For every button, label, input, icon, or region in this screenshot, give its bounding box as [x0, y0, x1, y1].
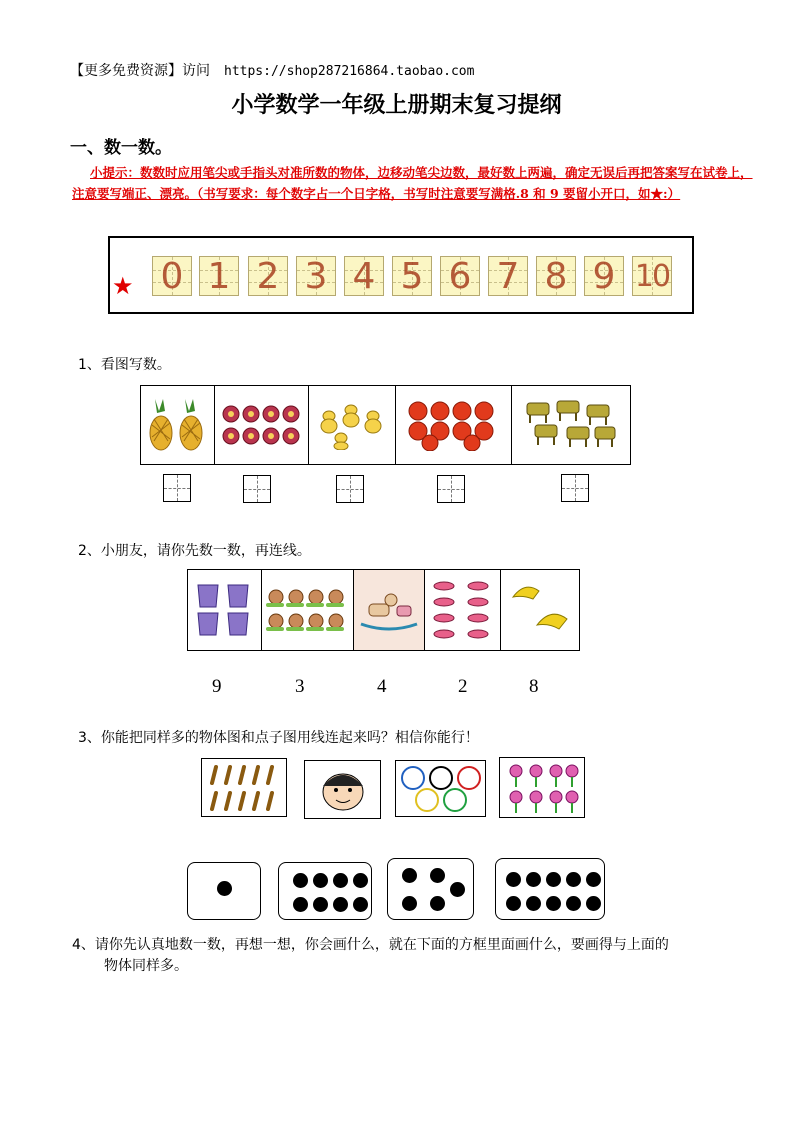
answer-box[interactable] — [336, 475, 364, 503]
digit-cell — [152, 256, 192, 296]
dot — [293, 873, 308, 888]
dot-card-1 — [187, 862, 261, 920]
digit-cell — [296, 256, 336, 296]
dot-card-8 — [278, 862, 372, 920]
snails-picture — [262, 570, 354, 650]
digit: 3 — [304, 256, 328, 297]
dot — [353, 897, 368, 912]
rocking-horse-picture — [354, 570, 426, 650]
tip-text: 数数时应用笔尖或手指头对准所数的物体，边移动笔尖边数，最好数上两遍，确定无误后再把答案写在试卷上，注意要写端正、漂亮。（书写要求：每个数字占一个日字格，书写时注意要写满格.8 和 9 要留小开口，如★:） — [72, 165, 753, 201]
dot — [546, 896, 561, 911]
dot — [546, 872, 561, 887]
answer-box[interactable] — [561, 474, 589, 502]
dot — [333, 897, 348, 912]
dot — [402, 896, 417, 911]
dot — [566, 872, 581, 887]
cows-picture — [512, 386, 630, 464]
dot — [430, 868, 445, 883]
q4-instructions — [72, 935, 772, 977]
count-number: 8 — [529, 676, 539, 697]
dot — [217, 881, 232, 896]
dot-card-5 — [387, 858, 474, 920]
q3-title: 3、你能把同样多的物体图和点子图用线连起来吗？相信你能行！ — [78, 730, 479, 746]
digit: 1 — [207, 256, 231, 297]
digit: 7 — [496, 256, 520, 297]
dot — [506, 896, 521, 911]
dot — [353, 873, 368, 888]
digit: 10 — [634, 259, 670, 294]
page-header — [70, 60, 474, 80]
header-url[interactable]: https://shop287216864.taobao.com — [224, 64, 475, 79]
digit-cell — [488, 256, 528, 296]
rings-picture — [395, 760, 486, 817]
dot — [313, 897, 328, 912]
dot — [313, 873, 328, 888]
answer-box[interactable] — [437, 475, 465, 503]
digit: 4 — [352, 256, 376, 297]
answer-box[interactable] — [243, 475, 271, 503]
digit-cell — [344, 256, 384, 296]
dot — [450, 882, 465, 897]
digit-cell — [248, 256, 288, 296]
digit: 0 — [160, 256, 184, 297]
boy-picture — [304, 760, 381, 819]
digit: 8 — [544, 256, 568, 297]
star-icon: ★ — [112, 272, 134, 300]
digit-cell — [392, 256, 432, 296]
wheat-picture — [201, 758, 287, 817]
dot — [430, 896, 445, 911]
digit: 9 — [592, 256, 616, 297]
tomatoes-picture — [396, 386, 512, 464]
count-number: 3 — [295, 676, 305, 697]
q2-picture-strip — [187, 569, 580, 651]
answer-box[interactable] — [163, 474, 191, 502]
ducks-picture — [309, 386, 397, 464]
q1-title: 1、看图写数。 — [78, 357, 171, 373]
digit-cell — [632, 256, 672, 296]
q4-line2: 物体同样多。 — [104, 958, 188, 974]
dot — [506, 872, 521, 887]
dot — [566, 896, 581, 911]
digit-cell — [199, 256, 239, 296]
section-title: 一、数一数。 — [70, 138, 172, 158]
dot — [586, 896, 601, 911]
flowers-picture — [499, 757, 585, 818]
count-number: 9 — [212, 676, 222, 697]
birds-picture — [501, 570, 579, 650]
flowers-picture — [215, 386, 309, 464]
q4-line1: 4、请你先认真地数一数，再想一想，你会画什么，就在下面的方框里面画什么，要画得与上面的 — [72, 937, 669, 953]
tip-paragraph — [72, 162, 762, 204]
page-title: 小学数学一年级上册期末复习提纲 — [231, 93, 562, 118]
pineapples-picture — [141, 386, 215, 464]
digit-cell — [584, 256, 624, 296]
dot — [526, 896, 541, 911]
digit: 2 — [256, 256, 280, 297]
header-prefix: 【更多免费资源】访问 — [70, 63, 210, 79]
digit: 5 — [400, 256, 424, 297]
dot — [333, 873, 348, 888]
fish-picture — [425, 570, 501, 650]
cups-picture — [188, 570, 262, 650]
dot — [586, 872, 601, 887]
q2-title: 2、小朋友，请你先数一数，再连线。 — [78, 543, 311, 559]
digit: 6 — [448, 256, 472, 297]
count-number: 2 — [458, 676, 468, 697]
digit-cell — [440, 256, 480, 296]
dot — [402, 868, 417, 883]
dot — [526, 872, 541, 887]
tip-label: 小提示： — [90, 165, 141, 180]
dot — [293, 897, 308, 912]
digit-cell — [536, 256, 576, 296]
q1-picture-strip — [140, 385, 631, 465]
count-number: 4 — [377, 676, 387, 697]
dot-card-10 — [495, 858, 605, 920]
